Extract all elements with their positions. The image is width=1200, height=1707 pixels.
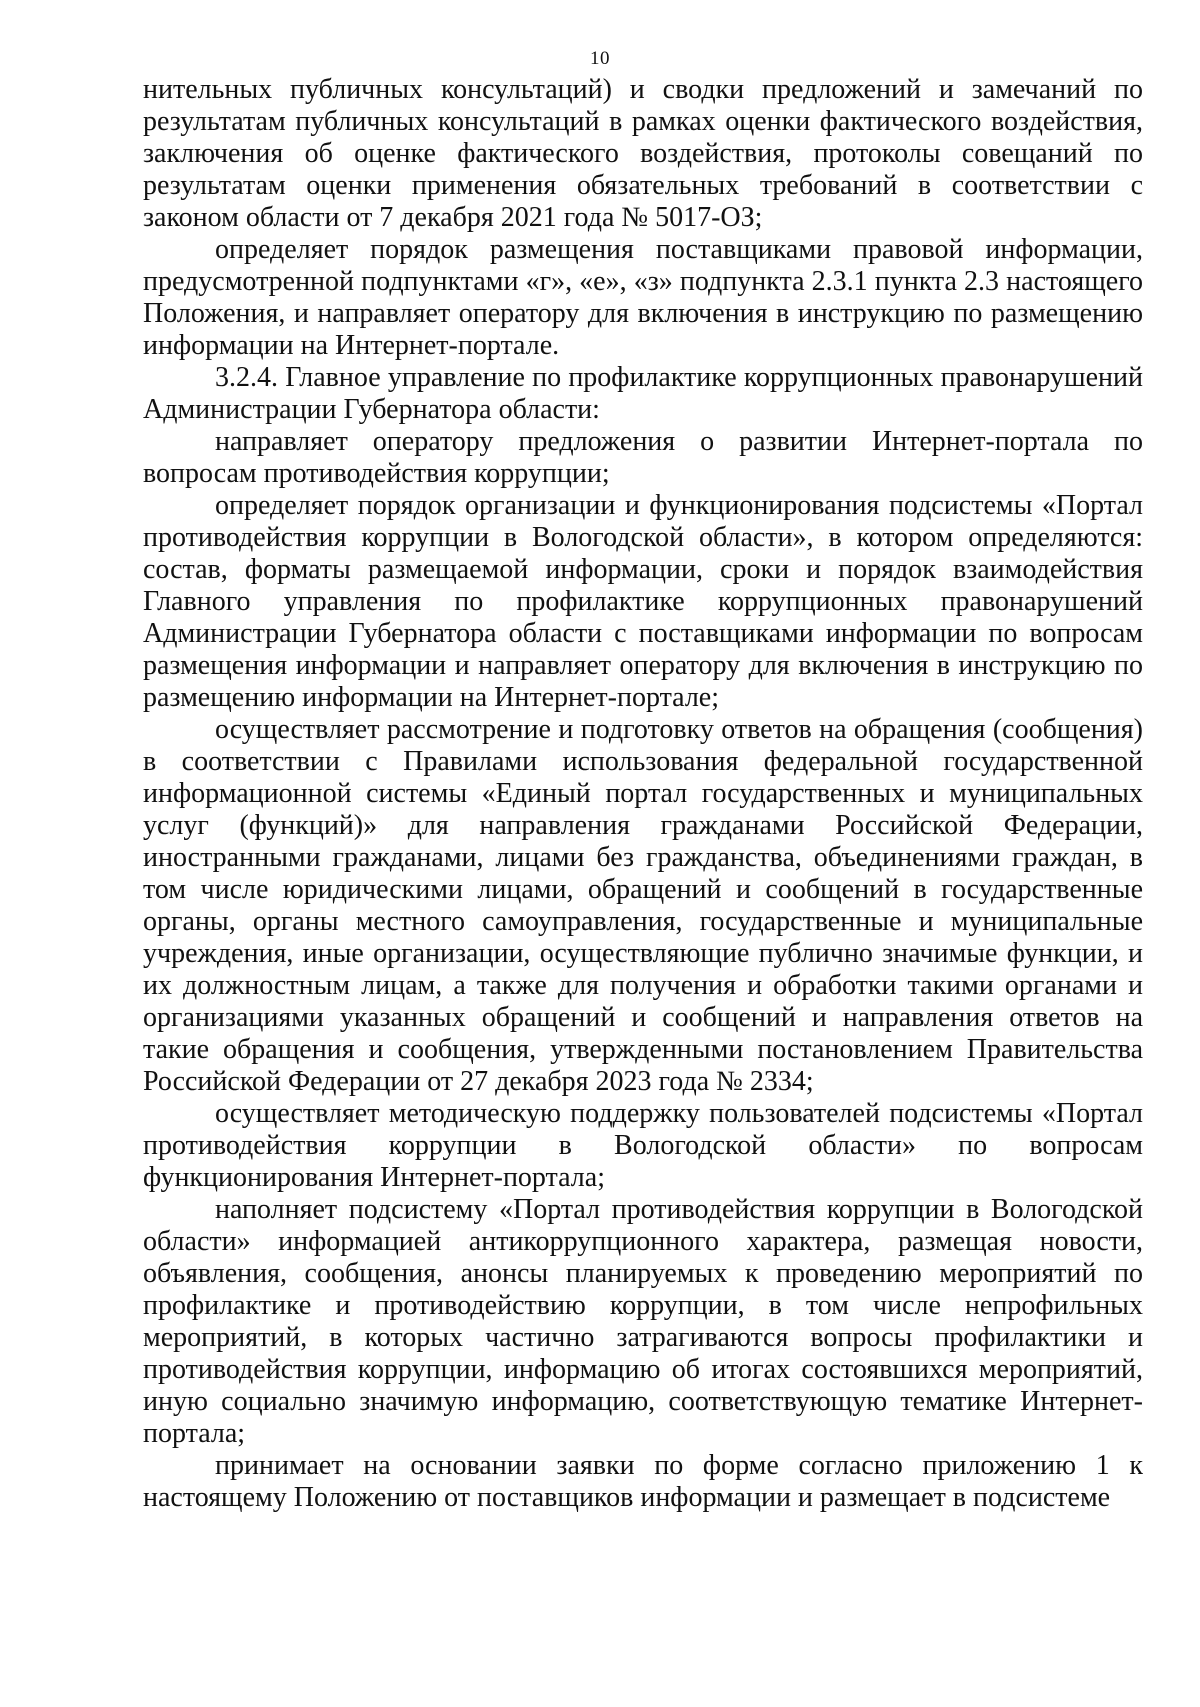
- document-body: [143, 74, 1143, 1514]
- paragraph-8: наполняет подсистему «Портал противодействия коррупции в Вологодской области» информацией антикоррупционного характера, размещая новости, объявления, сообщения, анонсы планируемых к проведению мероприятий по профилактике и противодействию коррупции, в том числе непрофильных мероприятий, в которых частично затрагиваются вопросы профилактики и противодействия коррупции, информацию об итогах состоявшихся мероприятий, иную социально значимую информацию, соответствующую тематике Интернет-портала;: [143, 1194, 1143, 1449]
- paragraph-2: определяет порядок размещения поставщиками правовой информации, предусмотренной подпунктами «г», «е», «з» подпункта 2.3.1 пункта 2.3 настоящего Положения, и направляет оператору для включения в инструкцию по размещению информации на Интернет-портале.: [143, 234, 1143, 361]
- page-number: 10: [590, 48, 610, 69]
- paragraph-1: нительных публичных консультаций) и сводки предложений и замечаний по результатам публичных консультаций в рамках оценки фактического воздействия, заключения об оценке фактического воздействия, протоколы совещаний по результатам оценки применения обязательных требований в соответствии с законом области от 7 декабря 2021 года № 5017-ОЗ;: [143, 74, 1143, 233]
- paragraph-3-section-heading: 3.2.4. Главное управление по профилактике коррупционных правонарушений Администрации Губернатора области:: [143, 362, 1143, 425]
- paragraph-4: направляет оператору предложения о развитии Интернет-портала по вопросам противодействия коррупции;: [143, 426, 1143, 489]
- paragraph-6: осуществляет рассмотрение и подготовку ответов на обращения (сообщения) в соответствии с Правилами использования федеральной государственной информационной системы «Единый портал государственных и муниципальных услуг (функций)» для направления гражданами Российской Федерации, иностранными гражданами, лицами без гражданства, объединениями граждан, в том числе юридическими лицами, обращений и сообщений в государственные органы, органы местного самоуправления, государственные и муниципальные учреждения, иные организации, осуществляющие публично значимые функции, и их должностным лицам, а также для получения и обработки такими органами и организациями указанных обращений и сообщений и направления ответов на такие обращения и сообщения, утвержденными постановлением Правительства Российской Федерации от 27 декабря 2023 года № 2334;: [143, 714, 1143, 1097]
- paragraph-9: принимает на основании заявки по форме согласно приложению 1 к настоящему Положению от поставщиков информации и размещает в подсистеме: [143, 1450, 1143, 1513]
- paragraph-7: осуществляет методическую поддержку пользователей подсистемы «Портал противодействия коррупции в Вологодской области» по вопросам функционирования Интернет-портала;: [143, 1098, 1143, 1193]
- paragraph-5: определяет порядок организации и функционирования подсистемы «Портал противодействия коррупции в Вологодской области», в котором определяются: состав, форматы размещаемой информации, сроки и порядок взаимодействия Главного управления по профилактике коррупционных правонарушений Администрации Губернатора области с поставщиками информации по вопросам размещения информации и направляет оператору для включения в инструкцию по размещению информации на Интернет-портале;: [143, 490, 1143, 713]
